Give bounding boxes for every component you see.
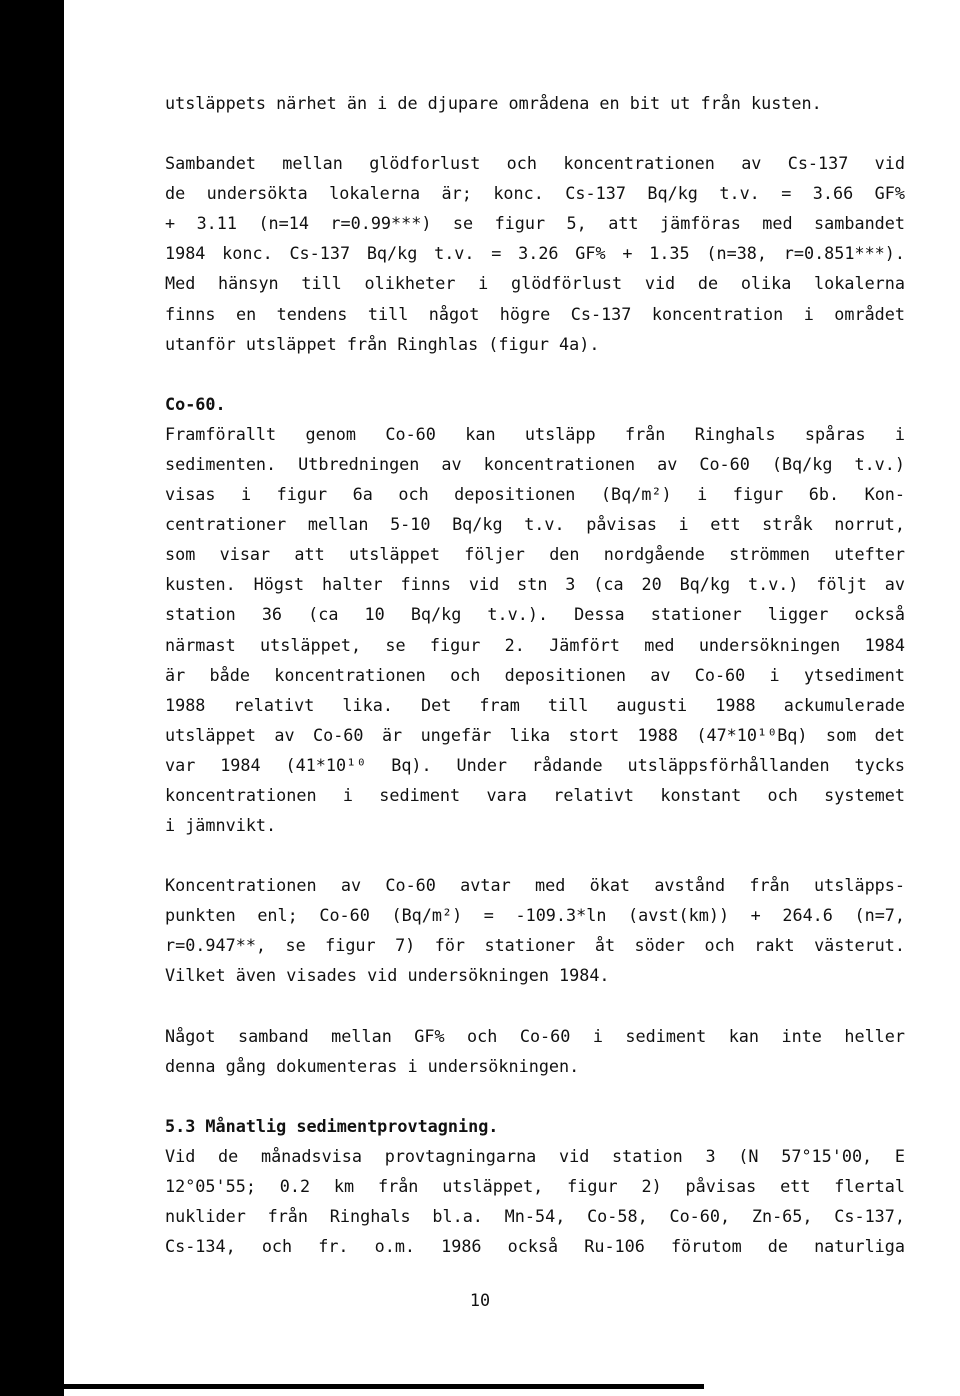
text-line: centrationer mellan 5-10 Bq/kg t.v. påvisas i ett stråk norrut, — [165, 514, 905, 535]
text-line: kusten. Högst halter finns vid stn 3 (ca 20 Bq/kg t.v.) följt av — [165, 574, 905, 595]
paragraph-gf — [165, 1021, 905, 1081]
text-line: denna gång dokumenteras i undersökningen. — [165, 1055, 580, 1076]
text-line: visas i figur 6a och depositionen (Bq/m²) i figur 6b. Kon- — [165, 484, 905, 505]
text-line: Sambandet mellan glödforlust och koncentrationen av Cs-137 vid — [165, 153, 905, 174]
text-line: Med hänsyn till olikheter i glödförlust vid de olika lokalerna — [165, 273, 905, 294]
page-number: 10 — [469, 1290, 491, 1310]
text-line: Framförallt genom Co-60 kan utsläpp från Ringhals spåras i — [165, 423, 905, 444]
text-line: Koncentrationen av Co-60 avtar med ökat avstånd från utsläpps- — [165, 875, 905, 896]
paragraph-cs137 — [165, 148, 905, 359]
section-heading-5-3: 5.3 Månatlig sedimentprovtagning. — [165, 1115, 499, 1136]
text-line: Cs-134, och fr. o.m. 1986 också Ru-106 förutom de naturliga — [165, 1236, 905, 1257]
section-5-3 — [165, 1111, 905, 1261]
paragraph-intro — [165, 88, 905, 118]
text-line: + 3.11 (n=14 r=0.99***) se figur 5, att jämföras med sambandet — [165, 213, 905, 234]
text-line: närmast utsläppet, se figur 2. Jämfört med undersökningen 1984 — [165, 634, 905, 655]
text-line: var 1984 (41*10¹⁰ Bq). Under rådande utsläppsförhållanden tycks — [165, 754, 905, 775]
text-line: i jämnvikt. — [165, 815, 277, 836]
text-line: Vid de månadsvisa provtagningarna vid station 3 (N 57°15'00, E — [165, 1145, 905, 1166]
text-line: sedimenten. Utbredningen av koncentrationen av Co-60 (Bq/kg t.v.) — [165, 453, 905, 474]
text-line: punkten enl; Co-60 (Bq/m²) = -109.3*ln (avst(km)) + 264.6 (n=7, — [165, 905, 905, 926]
text-line: de undersökta lokalerna är; konc. Cs-137 Bq/kg t.v. = 3.66 GF% — [165, 183, 905, 204]
text-line: koncentrationen i sediment vara relativt konstant och systemet — [165, 784, 905, 805]
text-line: som visar att utsläppet följer den nordgående strömmen utefter — [165, 544, 905, 565]
text-line: Något samband mellan GF% och Co-60 i sediment kan inte heller — [165, 1025, 905, 1046]
scan-border-left — [0, 0, 64, 1396]
text-line: är både koncentrationen och depositionen av Co-60 i ytsediment — [165, 664, 905, 685]
text-line: Vilket även visades vid undersökningen 1984. — [165, 965, 610, 986]
scan-border-bottom — [64, 1384, 704, 1389]
text-line: 1984 konc. Cs-137 Bq/kg t.v. = 3.26 GF% + 1.35 (n=38, r=0.851***). — [165, 243, 905, 264]
text-line: finns en tendens till något högre Cs-137 koncentration i området — [165, 303, 905, 324]
paragraph-distance — [165, 870, 905, 990]
text-line: 12°05'55; 0.2 km från utsläppet, figur 2) påvisas ett flertal — [165, 1175, 905, 1196]
text-line: nuklider från Ringhals bl.a. Mn-54, Co-58, Co-60, Zn-65, Cs-137, — [165, 1206, 905, 1226]
text-line: utanför utsläppet från Ringhlas (figur 4a). — [165, 333, 600, 354]
section-heading-co60: Co-60. — [165, 393, 226, 414]
text-line: utsläppets närhet än i de djupare områdena en bit ut från kusten. — [165, 93, 822, 113]
text-line: r=0.947**, se figur 7) för stationer åt söder och rakt västerut. — [165, 935, 905, 956]
section-co60 — [165, 389, 905, 840]
document-page — [165, 88, 905, 1291]
text-line: utsläppet av Co-60 är ungefär lika stort 1988 (47*10¹⁰Bq) som det — [165, 724, 905, 745]
text-line: 1988 relativt lika. Det fram till augusti 1988 ackumulerade — [165, 694, 905, 715]
text-line: station 36 (ca 10 Bq/kg t.v.). Dessa stationer ligger också — [165, 604, 905, 625]
